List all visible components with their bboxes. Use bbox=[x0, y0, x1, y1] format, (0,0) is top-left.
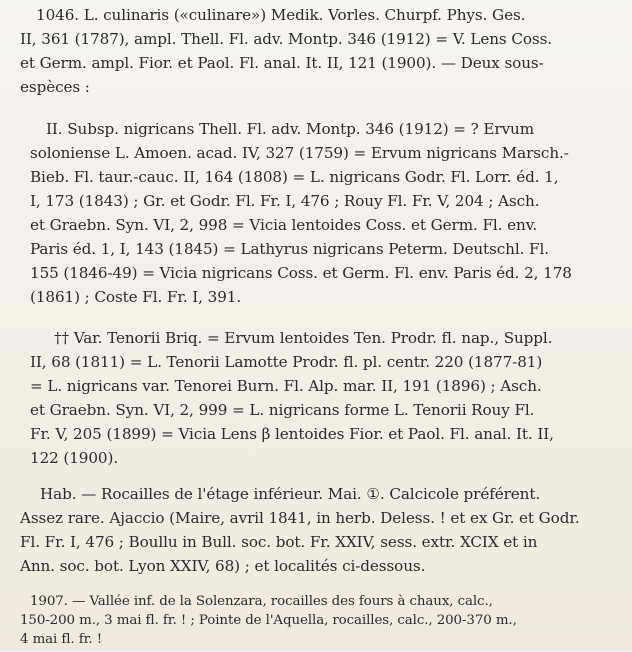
text-line: et Graebn. Syn. VI, 2, 998 = Vicia lentoides Coss. et Germ. Fl. env. bbox=[30, 216, 538, 234]
text-line: II, 361 (1787), ampl. Thell. Fl. adv. Montp. 346 (1912) = V. Lens Coss. bbox=[20, 30, 553, 48]
text-line: 122 (1900). bbox=[30, 449, 119, 467]
text-line: soloniense L. Amoen. acad. IV, 327 (1759) = Ervum nigricans Marsch.- bbox=[30, 144, 569, 162]
text-line: Bieb. Fl. taur.-cauc. II, 164 (1808) = L. nigricans Godr. Fl. Lorr. éd. 1, bbox=[30, 168, 559, 186]
text-line: Ann. soc. bot. Lyon XXIV, 68) ; et localités ci-dessous. bbox=[20, 557, 426, 575]
text-line: (1861) ; Coste Fl. Fr. I, 391. bbox=[30, 288, 242, 306]
text-line: 1046. L. culinaris («culinare») Medik. Vorles. Churpf. Phys. Ges. bbox=[36, 6, 526, 24]
text-line: espèces : bbox=[20, 78, 90, 96]
text-line: 4 mai fl. fr. ! bbox=[20, 632, 103, 647]
text-line: = L. nigricans var. Tenorei Burn. Fl. Alp. mar. II, 191 (1896) ; Asch. bbox=[30, 377, 542, 395]
text-line: 155 (1846-49) = Vicia nigricans Coss. et Germ. Fl. env. Paris éd. 2, 178 bbox=[30, 264, 572, 282]
text-line: Fr. V, 205 (1899) = Vicia Lens β lentoides Fior. et Paol. Fl. anal. It. II, bbox=[30, 425, 554, 443]
text-line: Hab. — Rocailles de l'étage inférieur. Mai. ①. Calcicole préférent. bbox=[40, 485, 541, 503]
text-line: 150-200 m., 3 mai fl. fr. ! ; Pointe de l'Aquella, rocailles, calc., 200-370 m., bbox=[20, 613, 517, 628]
text-line: et Germ. ampl. Fior. et Paol. Fl. anal. It. II, 121 (1900). — Deux sous- bbox=[20, 54, 544, 72]
text-line: et Graebn. Syn. VI, 2, 999 = L. nigricans forme L. Tenorii Rouy Fl. bbox=[30, 401, 535, 419]
text-line: †† Var. Tenorii Briq. = Ervum lentoides Ten. Prodr. fl. nap., Suppl. bbox=[54, 329, 553, 347]
text-line: II. Subsp. nigricans Thell. Fl. adv. Montp. 346 (1912) = ? Ervum bbox=[46, 120, 535, 138]
text-line: Assez rare. Ajaccio (Maire, avril 1841, in herb. Deless. ! et ex Gr. et Godr. bbox=[20, 509, 580, 527]
text-line: Paris éd. 1, I, 143 (1845) = Lathyrus nigricans Peterm. Deutschl. Fl. bbox=[30, 240, 549, 258]
text-line: I, 173 (1843) ; Gr. et Godr. Fl. Fr. I, 476 ; Rouy Fl. Fr. V, 204 ; Asch. bbox=[30, 192, 540, 210]
text-line: 1907. — Vallée inf. de la Solenzara, rocailles des fours à chaux, calc., bbox=[30, 594, 493, 609]
text-line: Fl. Fr. I, 476 ; Boullu in Bull. soc. bot. Fr. XXIV, sess. extr. XCIX et in bbox=[20, 533, 538, 551]
text-line: II, 68 (1811) = L. Tenorii Lamotte Prodr. fl. pl. centr. 220 (1877-81) bbox=[30, 353, 543, 371]
